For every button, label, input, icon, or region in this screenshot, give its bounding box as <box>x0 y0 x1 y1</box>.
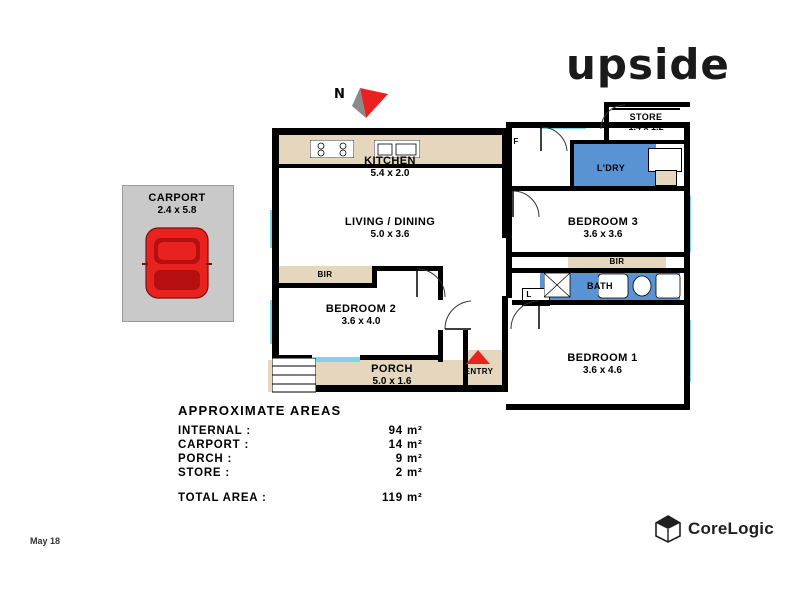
corelogic-text: CoreLogic <box>688 519 774 538</box>
areas-value: 2 m² <box>395 467 423 479</box>
areas-row <box>178 425 423 439</box>
wall-kitchen-north <box>272 128 508 135</box>
areas-label: STORE : <box>178 467 231 479</box>
door-laundry-icon <box>540 126 570 152</box>
room-label-bedroom2: BEDROOM 2 3.6 x 4.0 <box>325 303 397 327</box>
areas-value: 14 m² <box>388 439 423 451</box>
wall-laundry-north <box>570 140 690 144</box>
brand-logo: upside <box>566 40 730 89</box>
wall-entry-east <box>502 296 508 392</box>
room-label-bedroom1: BEDROOM 1 3.6 x 4.6 <box>567 352 638 376</box>
areas-label: CARPORT : <box>178 439 250 451</box>
room-label-entry: ENTRY <box>464 367 494 376</box>
areas-total-label: TOTAL AREA : <box>178 492 267 504</box>
wall-east-south <box>506 404 690 410</box>
areas-title: APPROXIMATE AREAS <box>178 403 342 418</box>
cube-icon <box>655 515 681 543</box>
door-bedroom3-icon <box>512 190 540 218</box>
room-label-laundry: L'DRY <box>596 163 626 173</box>
carport-label: CARPORT 2.4 x 5.8 <box>148 192 206 216</box>
areas-value: 94 m² <box>388 425 423 437</box>
door-bedroom1-icon <box>510 300 540 330</box>
areas-table <box>178 425 423 506</box>
north-arrow-icon <box>330 84 392 120</box>
room-label-porch: PORCH 5.0 x 1.6 <box>371 363 413 387</box>
wall-laundry-west <box>570 140 574 188</box>
shower-icon <box>544 272 572 298</box>
areas-value: 9 m² <box>395 453 423 465</box>
front-door-icon <box>464 348 492 366</box>
areas-row <box>178 453 423 467</box>
laundry-appliance <box>648 148 682 172</box>
room-label-living-dining: LIVING / DINING 5.0 x 3.6 <box>344 216 436 240</box>
fixture-label-bir-bedroom3: BIR <box>609 257 625 266</box>
areas-label: PORCH : <box>178 453 233 465</box>
door-entry-icon <box>444 300 472 330</box>
corelogic-logo <box>655 515 774 543</box>
wall-bir-bedroom2 <box>278 283 372 288</box>
room-label-bath: BATH <box>587 281 613 291</box>
porch-steps-icon <box>272 358 316 394</box>
room-label-store: STORE 1.4 x 1.2 <box>628 112 664 133</box>
areas-label: INTERNAL : <box>178 425 251 437</box>
areas-row <box>178 467 423 481</box>
laundry-sink-box <box>655 170 677 186</box>
areas-row <box>178 439 423 453</box>
fixture-label-linen: L <box>526 290 532 299</box>
areas-total-value: 119 m² <box>382 492 423 504</box>
wall-porch-north-b <box>360 355 442 360</box>
svg-text:N: N <box>334 87 345 102</box>
room-label-bedroom3: BEDROOM 3 3.6 x 3.6 <box>567 216 639 240</box>
date-stamp: May 18 <box>30 536 61 546</box>
door-bedroom2-icon <box>416 268 446 298</box>
room-label-kitchen: KITCHEN 5.4 x 2.0 <box>364 155 416 179</box>
car-icon <box>138 224 216 302</box>
areas-total-row <box>178 481 423 506</box>
fixture-label-bir-living: BIR <box>317 270 333 279</box>
fixture-label-fridge: F <box>513 137 519 146</box>
